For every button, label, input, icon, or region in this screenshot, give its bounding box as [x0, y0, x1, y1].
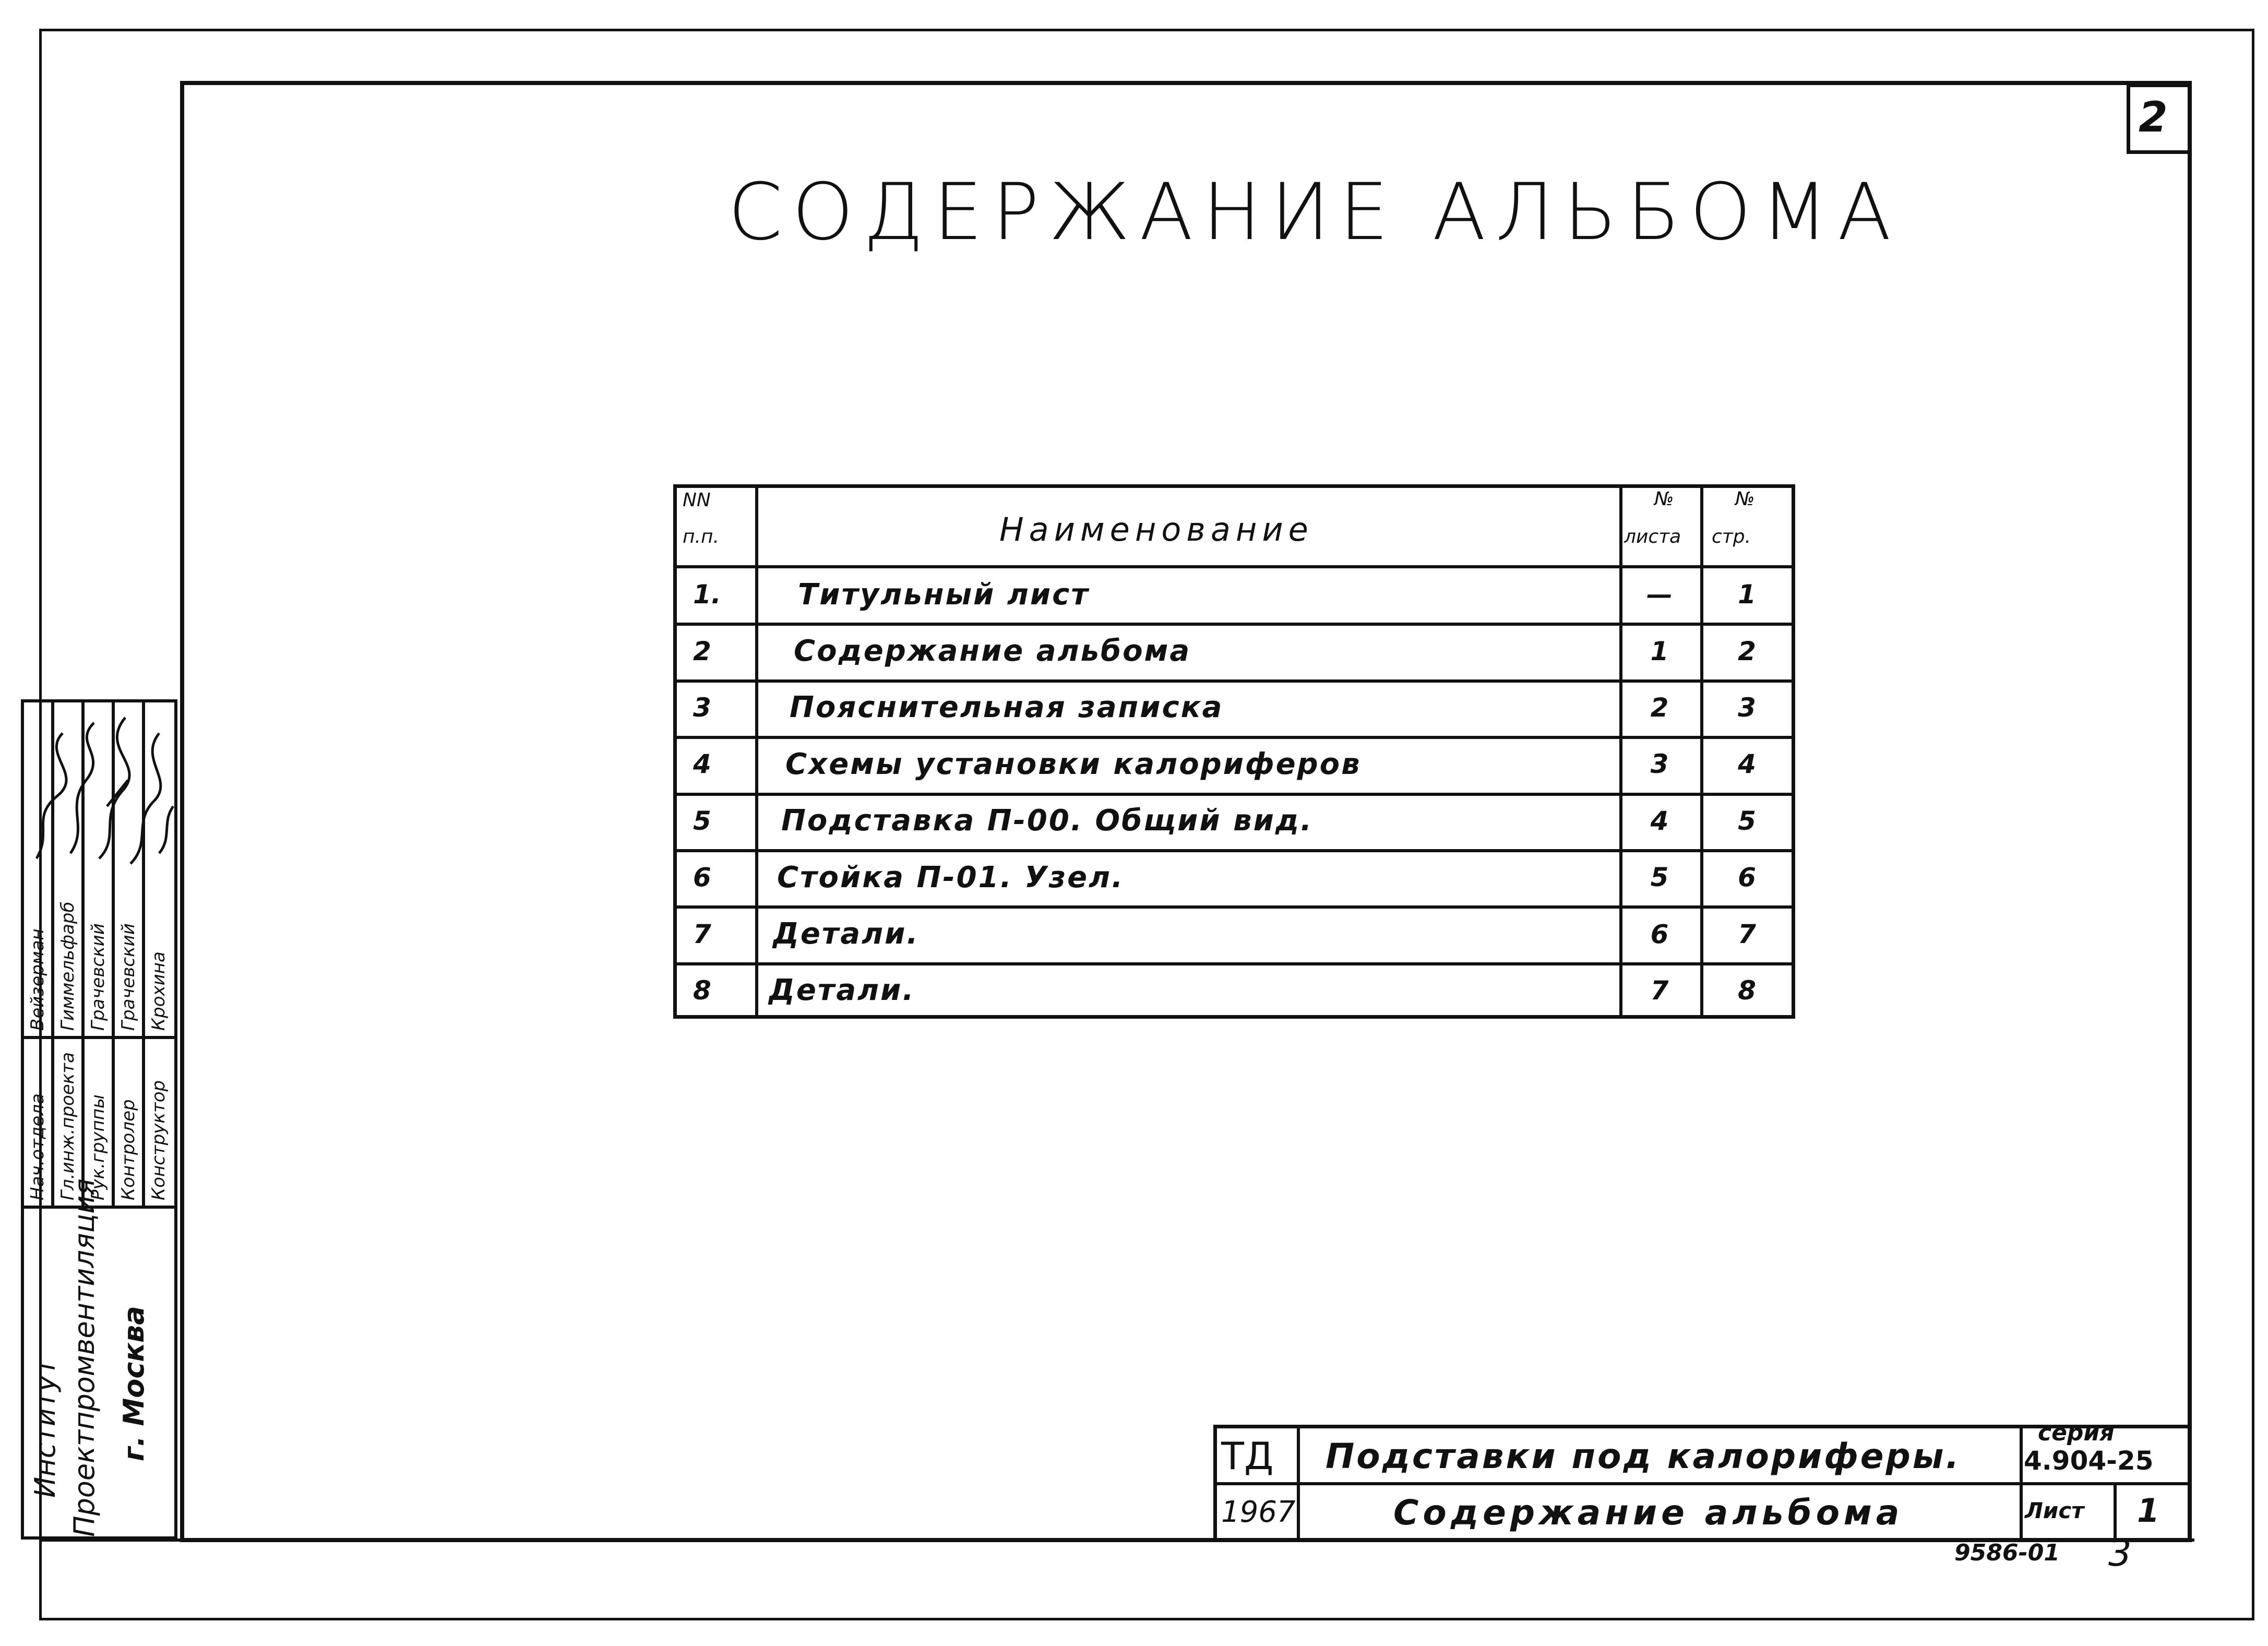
row-name: Детали.	[769, 973, 915, 1008]
role-1: Гл.инж.проекта	[57, 1052, 78, 1200]
header-page-bottom: стр.	[1712, 526, 1751, 547]
role-3: Контролер	[118, 1099, 139, 1200]
row-sheet: 4	[1650, 805, 1669, 836]
row-name: Пояснительная записка	[790, 690, 1224, 725]
title-block-year: 1967	[1221, 1495, 1296, 1529]
title-block-sheet-label: Лист	[2025, 1498, 2084, 1523]
contents-table	[673, 484, 1795, 1019]
row-page: 1	[1738, 579, 1756, 610]
row-name: Стойка П-01. Узел.	[777, 860, 1125, 894]
row-page: 6	[1738, 862, 1756, 893]
row-index: 5	[693, 805, 711, 836]
title-block-col-1	[1297, 1425, 1300, 1542]
header-index-top: NN	[683, 490, 711, 511]
role-2: Рук.группы	[88, 1094, 109, 1200]
row-page: 5	[1738, 805, 1756, 836]
institute-line-2: Проектпромвентиляция	[68, 1178, 101, 1537]
footer-page: 3	[2108, 1532, 2132, 1575]
row-index: 4	[693, 749, 711, 780]
person-1: Гиммельфарб	[57, 901, 78, 1031]
role-0: Нач.отдела	[27, 1093, 48, 1200]
row-page: 2	[1738, 636, 1756, 666]
title-block-col-2	[2020, 1425, 2023, 1542]
row-sheet: —	[1646, 579, 1673, 610]
side-stamp-divider-1	[21, 1036, 177, 1039]
row-name: Подставка П-00. Общий вид.	[781, 804, 1314, 838]
person-3: Грачевский	[118, 923, 139, 1031]
row-page: 4	[1738, 749, 1756, 780]
header-sheet-bottom: листа	[1624, 526, 1681, 547]
header-name: Наименование	[999, 510, 1314, 548]
row-sheet: 3	[1650, 749, 1669, 780]
row-sheet: 6	[1650, 919, 1669, 949]
row-name: Содержание альбома	[794, 634, 1191, 669]
institute-line-1: Институт	[29, 1358, 62, 1498]
signatures	[21, 702, 177, 874]
row-index: 7	[693, 919, 711, 949]
header-index-bottom: п.п.	[683, 526, 719, 547]
footer-code: 9586-01	[1954, 1540, 2060, 1566]
row-name: Титульный лист	[798, 577, 1090, 612]
role-4: Конструктор	[148, 1080, 169, 1200]
title-block-series-value: 4.904-25	[2024, 1446, 2154, 1476]
title-block-name-1: Подставки под калориферы.	[1326, 1436, 1961, 1476]
row-index: 3	[693, 692, 711, 723]
person-0: Вейзерман	[27, 928, 48, 1031]
row-sheet: 2	[1650, 692, 1669, 723]
row-name: Схемы установки калориферов	[785, 747, 1362, 781]
corner-number: 2	[2139, 93, 2168, 141]
title-block-sheet-value: 1	[2137, 1492, 2160, 1530]
person-4: Крохина	[148, 951, 169, 1031]
title-block-mid-line	[1213, 1482, 2192, 1485]
row-sheet: 5	[1650, 862, 1669, 893]
row-index: 6	[693, 862, 711, 893]
person-2: Грачевский	[88, 923, 109, 1031]
row-index: 2	[693, 636, 711, 666]
header-sheet-top: №	[1654, 488, 1674, 510]
title-block-name-2: Содержание альбома	[1393, 1493, 1904, 1533]
row-index: 1.	[693, 579, 721, 610]
institute-line-3: г. Москва	[117, 1306, 150, 1461]
row-sheet: 1	[1650, 636, 1669, 666]
title-block-org: ТД	[1221, 1434, 1274, 1478]
row-page: 7	[1738, 919, 1756, 949]
row-index: 8	[693, 975, 711, 1006]
row-page: 3	[1738, 692, 1756, 723]
row-page: 8	[1738, 975, 1756, 1006]
page-title: СОДЕРЖАНИЕ АЛЬБОМА	[728, 167, 1901, 258]
row-sheet: 7	[1650, 975, 1669, 1006]
row-name: Детали.	[773, 917, 920, 951]
title-block-series-label: серия	[2038, 1420, 2115, 1446]
header-page-top: №	[1735, 488, 1755, 510]
